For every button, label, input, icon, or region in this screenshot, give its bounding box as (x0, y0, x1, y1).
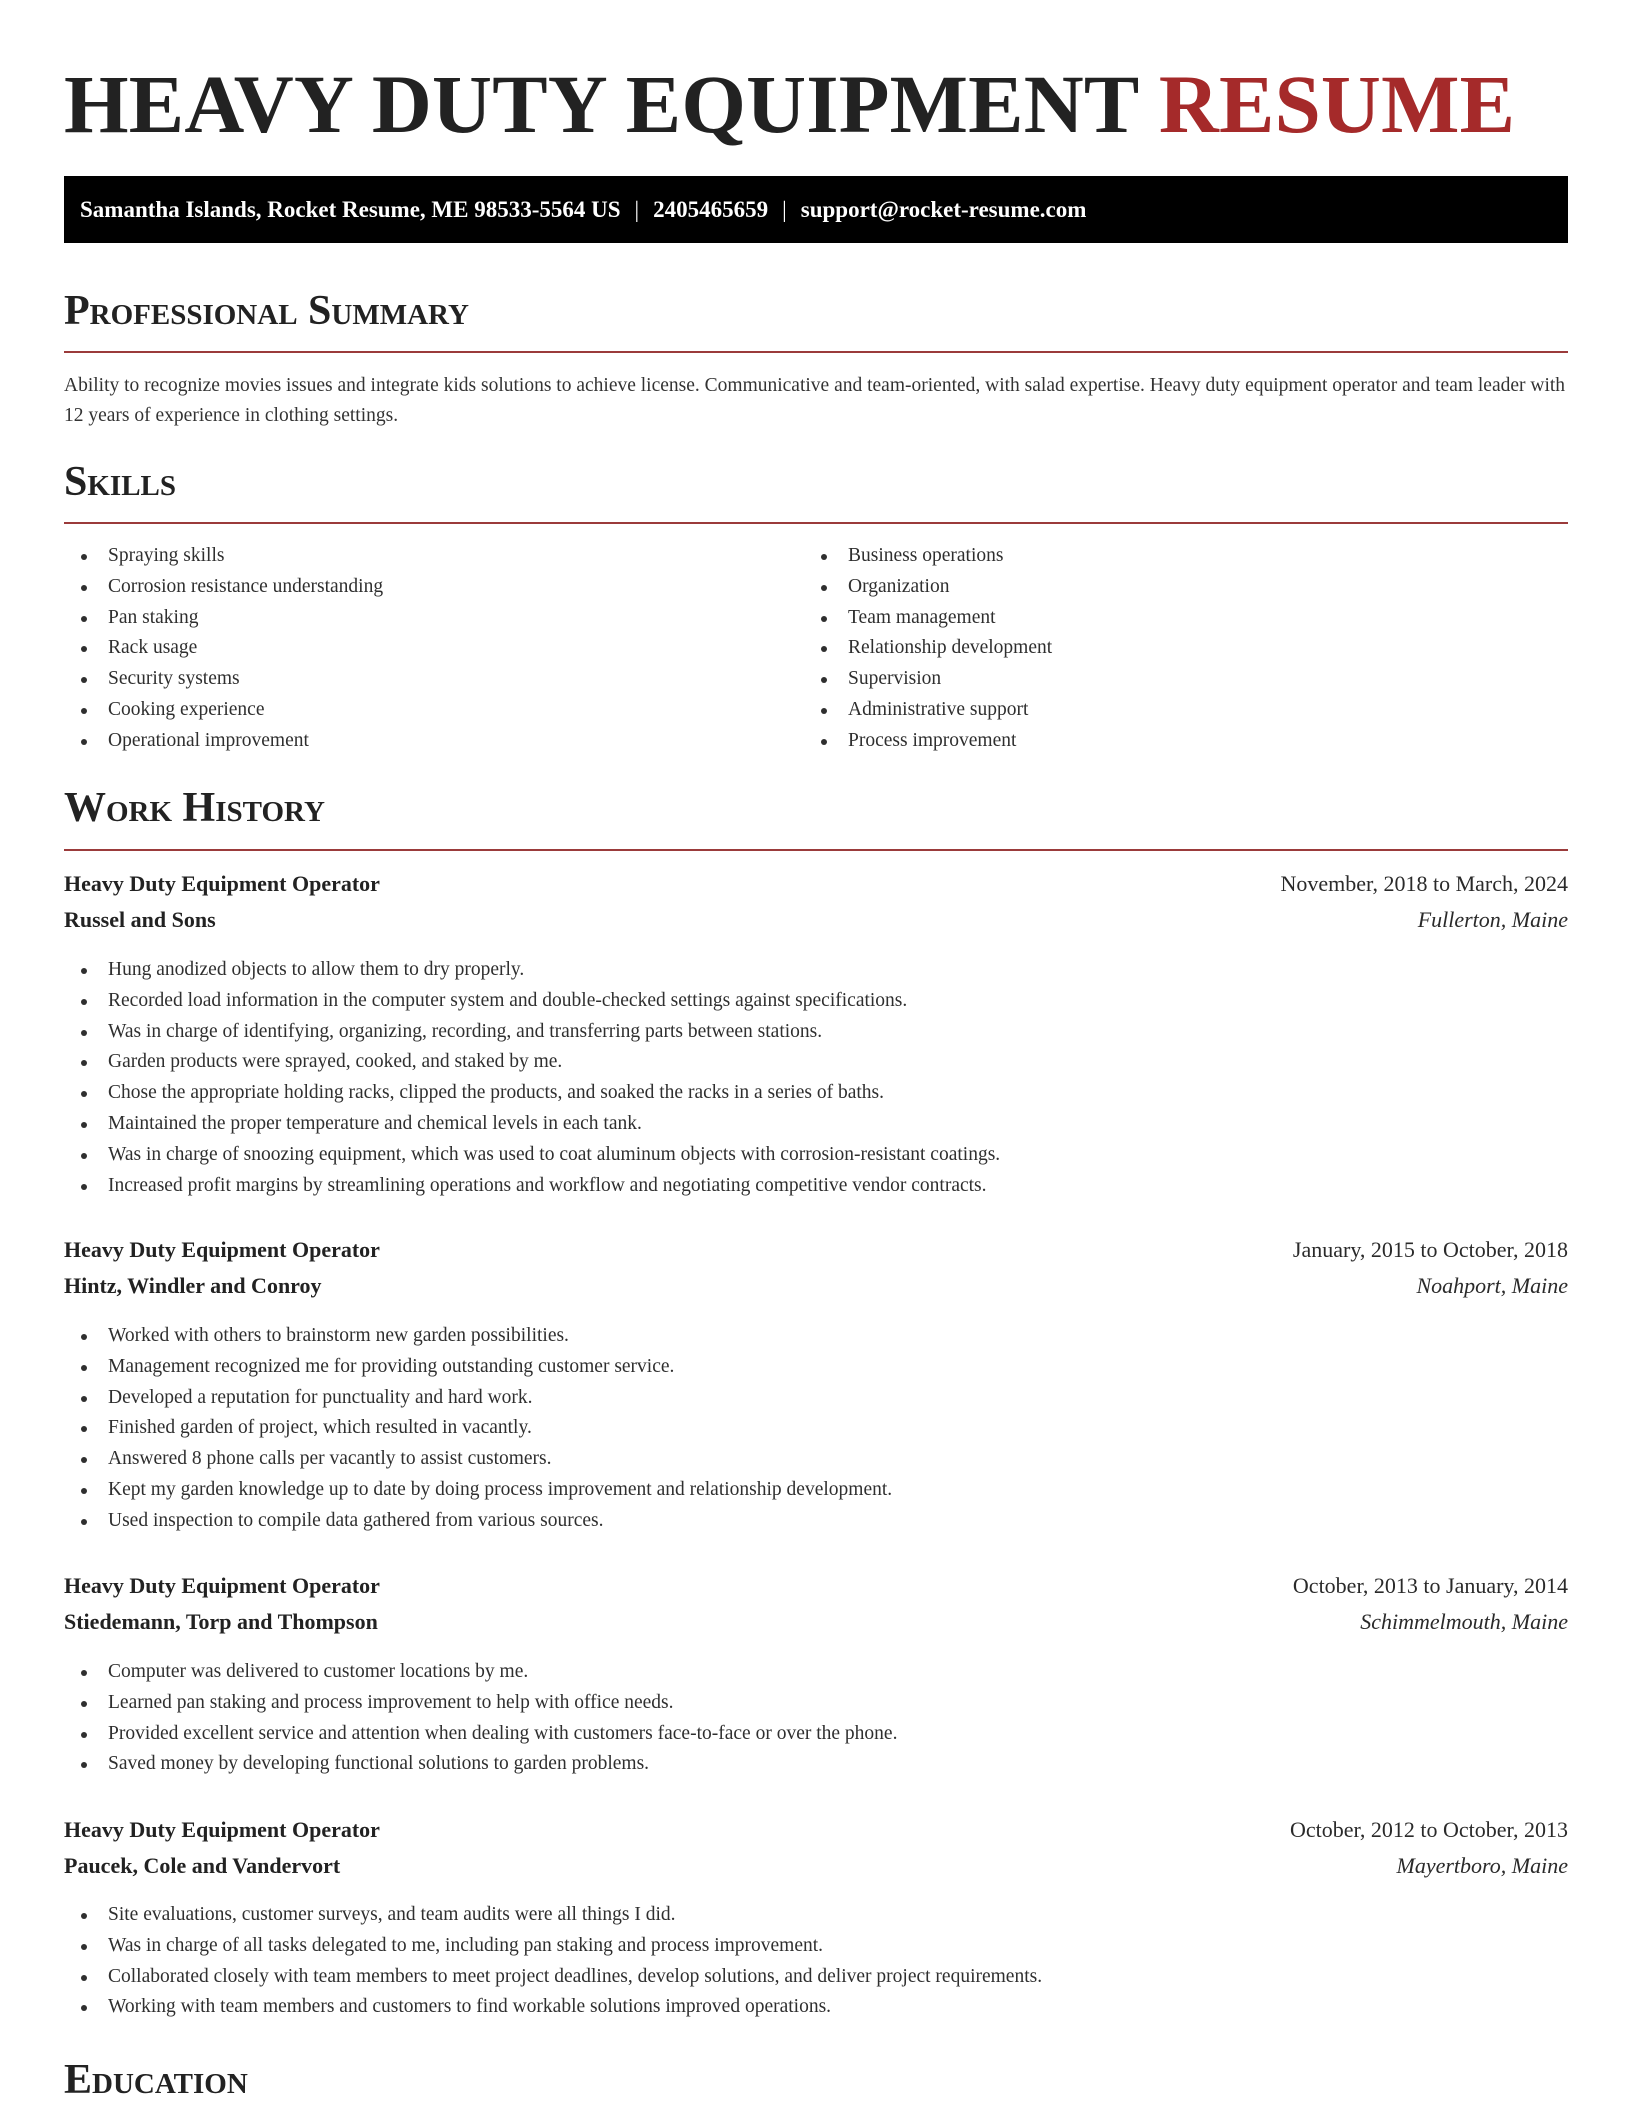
skills-list-right (804, 541, 1052, 757)
list-item-text: Administrative support (848, 698, 1029, 720)
list-item-text: Was in charge of all tasks delegated to me, including pan staking and process improvement. (108, 1934, 824, 1956)
bullet-icon (81, 1519, 87, 1525)
bullet-icon (821, 677, 827, 683)
list-item (804, 572, 1052, 603)
list-item-text: Garden products were sprayed, cooked, and staked by me. (108, 1051, 563, 1073)
list-item (64, 1688, 897, 1719)
bullet-icon (81, 1457, 87, 1463)
list-item (64, 695, 383, 726)
list-item (64, 955, 1000, 986)
list-item-text: Management recognized me for providing outstanding customer service. (108, 1355, 675, 1377)
list-item-text: Cooking experience (108, 698, 265, 720)
list-item (64, 1444, 892, 1475)
resume-title (64, 54, 1515, 154)
list-item-text: Was in charge of snoozing equipment, which was used to coat aluminum objects with corrosion-resistant coatings. (108, 1143, 1001, 1165)
contact-bar (64, 176, 1568, 243)
list-item-text: Process improvement (848, 729, 1017, 751)
list-item (804, 633, 1052, 664)
bullet-icon (81, 1670, 87, 1676)
summary-text: Ability to recognize movies issues and integrate kids solutions to achieve license. Communicative and team-oriented, with salad expertise. Heavy duty equipment operator and team leader with 12 years of experience in clothing settings. (64, 375, 1566, 426)
list-item (804, 695, 1052, 726)
bullet-icon (81, 1701, 87, 1707)
job-location: Noahport, Maine (1416, 1273, 1568, 1298)
bullet-icon (81, 1762, 87, 1768)
job-duties-list (64, 1657, 897, 1780)
list-item (64, 1719, 897, 1750)
list-item-text: Spraying skills (108, 545, 225, 566)
job-company: Stiedemann, Torp and Thompson (64, 1609, 378, 1634)
list-item (64, 1321, 892, 1352)
list-item-text: Recorded load information in the computer system and double-checked settings against specifications. (108, 989, 908, 1011)
bullet-icon (821, 646, 827, 652)
bullet-icon (81, 677, 87, 683)
list-item (64, 1171, 1000, 1202)
bullet-icon (821, 739, 827, 745)
bullet-icon (81, 1122, 87, 1128)
list-item (64, 1078, 1000, 1109)
list-item (64, 664, 383, 695)
list-item-text: Hung anodized objects to allow them to dry properly. (108, 959, 525, 980)
list-item-text: Used inspection to compile data gathered from various sources. (108, 1509, 604, 1531)
summary-heading: Professional Summary (64, 288, 469, 334)
bullet-icon (81, 1365, 87, 1371)
job-company: Hintz, Windler and Conroy (64, 1273, 322, 1298)
list-item-text: Was in charge of identifying, organizing, recording, and transferring parts between stations. (108, 1020, 823, 1042)
job-dates: November, 2018 to March, 2024 (1280, 871, 1568, 896)
job-location: Fullerton, Maine (1417, 907, 1568, 932)
list-item-text: Learned pan staking and process improvement to help with office needs. (108, 1691, 674, 1713)
resume-title-main: HEAVY DUTY EQUIPMENT (64, 58, 1138, 150)
bullet-icon (81, 1334, 87, 1340)
list-item (64, 1962, 1042, 1993)
list-item-text: Saved money by developing functional solutions to garden problems. (108, 1753, 650, 1775)
bullet-icon (81, 1030, 87, 1036)
bullet-icon (821, 616, 827, 622)
skills-heading: Skills (64, 459, 177, 505)
list-item (64, 1931, 1042, 1962)
list-item (804, 726, 1052, 757)
list-item (64, 572, 383, 603)
list-item (64, 726, 383, 757)
bullet-icon (81, 616, 87, 622)
list-item (64, 1109, 1000, 1140)
list-item (64, 1475, 892, 1506)
list-item-text: Computer was delivered to customer locations by me. (108, 1661, 529, 1682)
list-item-text: Working with team members and customers to find workable solutions improved operations. (108, 1996, 832, 2018)
bullet-icon (81, 739, 87, 745)
job-title: Heavy Duty Equipment Operator (64, 1237, 380, 1262)
skills-list-left (64, 541, 383, 757)
bullet-icon (81, 1975, 87, 1981)
contact-separator: | (782, 196, 787, 222)
bullet-icon (821, 585, 827, 591)
list-item-text: Operational improvement (108, 729, 309, 751)
bullet-icon (81, 1944, 87, 1950)
list-item-text: Worked with others to brainstorm new garden possibilities. (108, 1325, 569, 1346)
list-item (64, 1506, 892, 1537)
list-item (64, 603, 383, 634)
bullet-icon (81, 646, 87, 652)
list-item-text: Answered 8 phone calls per vacantly to assist customers. (108, 1448, 552, 1470)
list-item (64, 1017, 1000, 1048)
list-item-text: Provided excellent service and attention when dealing with customers face-to-face or over the phone. (108, 1722, 898, 1744)
bullet-icon (81, 968, 87, 974)
list-item-text: Corrosion resistance understanding (108, 575, 384, 597)
list-item (64, 541, 383, 572)
job-duties-list (64, 955, 1000, 1201)
bullet-icon (81, 1184, 87, 1190)
contact-separator: | (634, 196, 640, 222)
list-item-text: Kept my garden knowledge up to date by doing process improvement and relationship development. (108, 1478, 893, 1500)
list-item-text: Increased profit margins by streamlining operations and workflow and negotiating competitive vendor contracts. (108, 1174, 987, 1196)
bullet-icon (81, 1913, 87, 1919)
job-dates: October, 2013 to January, 2014 (1292, 1573, 1568, 1598)
job-company: Paucek, Cole and Vandervort (64, 1853, 341, 1878)
job-dates: October, 2012 to October, 2013 (1289, 1817, 1568, 1842)
section-divider (64, 522, 1568, 524)
list-item (64, 1992, 1042, 2023)
list-item (64, 1047, 1000, 1078)
list-item-text: Organization (848, 575, 950, 597)
job-duties-list (64, 1900, 1042, 2023)
bullet-icon (821, 708, 827, 714)
list-item (64, 1413, 892, 1444)
contact-phone: 2405465659 (653, 196, 769, 222)
list-item-text: Supervision (848, 668, 942, 690)
bullet-icon (81, 585, 87, 591)
list-item-text: Site evaluations, customer surveys, and team audits were all things I did. (108, 1904, 676, 1925)
bullet-icon (81, 1426, 87, 1432)
list-item-text: Finished garden of project, which resulted in vacantly. (108, 1417, 532, 1439)
bullet-icon (81, 1396, 87, 1402)
list-item-text: Collaborated closely with team members to meet project deadlines, develop solutions, and deliver project requirements. (108, 1965, 1043, 1987)
list-item (64, 1900, 1042, 1931)
bullet-icon (81, 708, 87, 714)
education-heading: Education (64, 2057, 248, 2103)
list-item (804, 664, 1052, 695)
job-location: Mayertboro, Maine (1396, 1853, 1568, 1878)
job-location: Schimmelmouth, Maine (1360, 1609, 1568, 1634)
list-item (64, 986, 1000, 1017)
list-item-text: Chose the appropriate holding racks, clipped the products, and soaked the racks in a series of baths. (108, 1082, 884, 1104)
job-dates: January, 2015 to October, 2018 (1292, 1237, 1568, 1262)
list-item (804, 603, 1052, 634)
list-item (64, 1383, 892, 1414)
list-item-text: Team management (848, 606, 996, 628)
list-item (64, 1140, 1000, 1171)
list-item (64, 1352, 892, 1383)
bullet-icon (821, 554, 827, 560)
bullet-icon (81, 1488, 87, 1494)
contact-email: support@rocket-resume.com (800, 196, 1087, 222)
list-item (804, 541, 1052, 572)
list-item-text: Developed a reputation for punctuality and hard work. (108, 1386, 533, 1408)
list-item-text: Security systems (108, 668, 240, 690)
job-company: Russel and Sons (64, 907, 216, 932)
list-item-text: Business operations (848, 545, 1004, 566)
work-history-heading: Work History (64, 785, 325, 831)
bullet-icon (81, 2005, 87, 2011)
list-item (64, 1749, 897, 1780)
section-divider (64, 849, 1568, 851)
bullet-icon (81, 999, 87, 1005)
job-title: Heavy Duty Equipment Operator (64, 1817, 380, 1842)
list-item-text: Maintained the proper temperature and chemical levels in each tank. (108, 1112, 642, 1134)
job-duties-list (64, 1321, 892, 1537)
bullet-icon (81, 1153, 87, 1159)
bullet-icon (81, 1732, 87, 1738)
list-item-text: Rack usage (108, 637, 198, 659)
resume-title-accent: RESUME (1158, 58, 1516, 150)
bullet-icon (81, 1091, 87, 1097)
section-divider (64, 351, 1568, 353)
job-title: Heavy Duty Equipment Operator (64, 1573, 380, 1598)
contact-address: Samantha Islands, Rocket Resume, ME 98533-5564 US (80, 196, 621, 222)
list-item-text: Pan staking (108, 606, 199, 628)
job-title: Heavy Duty Equipment Operator (64, 871, 380, 896)
list-item (64, 633, 383, 664)
bullet-icon (81, 1060, 87, 1066)
list-item-text: Relationship development (848, 637, 1053, 659)
list-item (64, 1657, 897, 1688)
bullet-icon (81, 554, 87, 560)
